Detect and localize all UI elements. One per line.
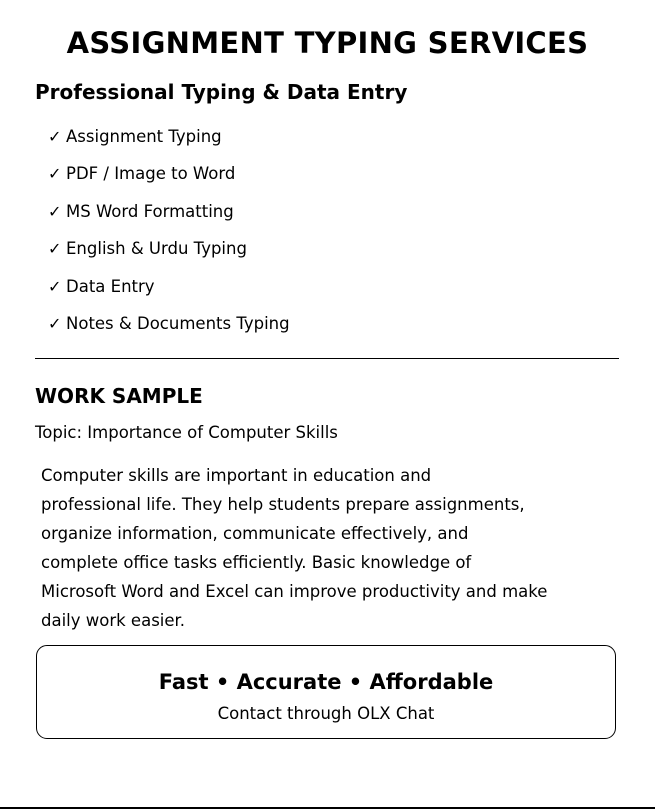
paragraph-line: professional life. They help students prepare assignments, [41,495,525,514]
service-item [48,155,290,192]
paragraph-line: complete office tasks efficiently. Basic knowledge of [41,553,472,572]
service-item [48,305,290,342]
work-sample-paragraph [41,461,601,635]
bottom-border [0,807,655,809]
cta-contact-text: Contact through OLX Chat [217,704,435,723]
paragraph-line: organize information, communicate effectively, and [41,524,469,543]
service-item-label: PDF / Image to Word [66,164,236,184]
work-sample-topic: Topic: Importance of Computer Skills [35,423,338,442]
check-icon: ✓ [48,313,62,333]
service-item [48,230,290,267]
work-sample-heading: WORK SAMPLE [35,384,203,408]
page-subtitle: Professional Typing & Data Entry [35,80,408,104]
cta-heading: Fast • Accurate • Affordable [158,670,494,694]
page-title: ASSIGNMENT TYPING SERVICES [66,26,589,60]
service-item-label: English & Urdu Typing [66,239,247,259]
paragraph-line: Microsoft Word and Excel can improve productivity and make [41,582,548,601]
service-item [48,118,290,155]
service-item-label: MS Word Formatting [66,201,234,221]
service-item [48,268,290,305]
check-icon: ✓ [48,239,62,259]
section-divider [35,358,619,359]
check-icon: ✓ [48,164,62,184]
paragraph-line: daily work easier. [41,611,186,630]
services-list [48,118,290,342]
service-item-label: Assignment Typing [66,127,222,146]
service-item-label: Data Entry [66,276,155,296]
service-item-label: Notes & Documents Typing [66,313,290,333]
service-item [48,193,290,230]
check-icon: ✓ [48,127,62,146]
check-icon: ✓ [48,201,62,221]
check-icon: ✓ [48,276,62,296]
paragraph-line: Computer skills are important in education and [41,466,432,485]
cta-box [36,645,616,739]
